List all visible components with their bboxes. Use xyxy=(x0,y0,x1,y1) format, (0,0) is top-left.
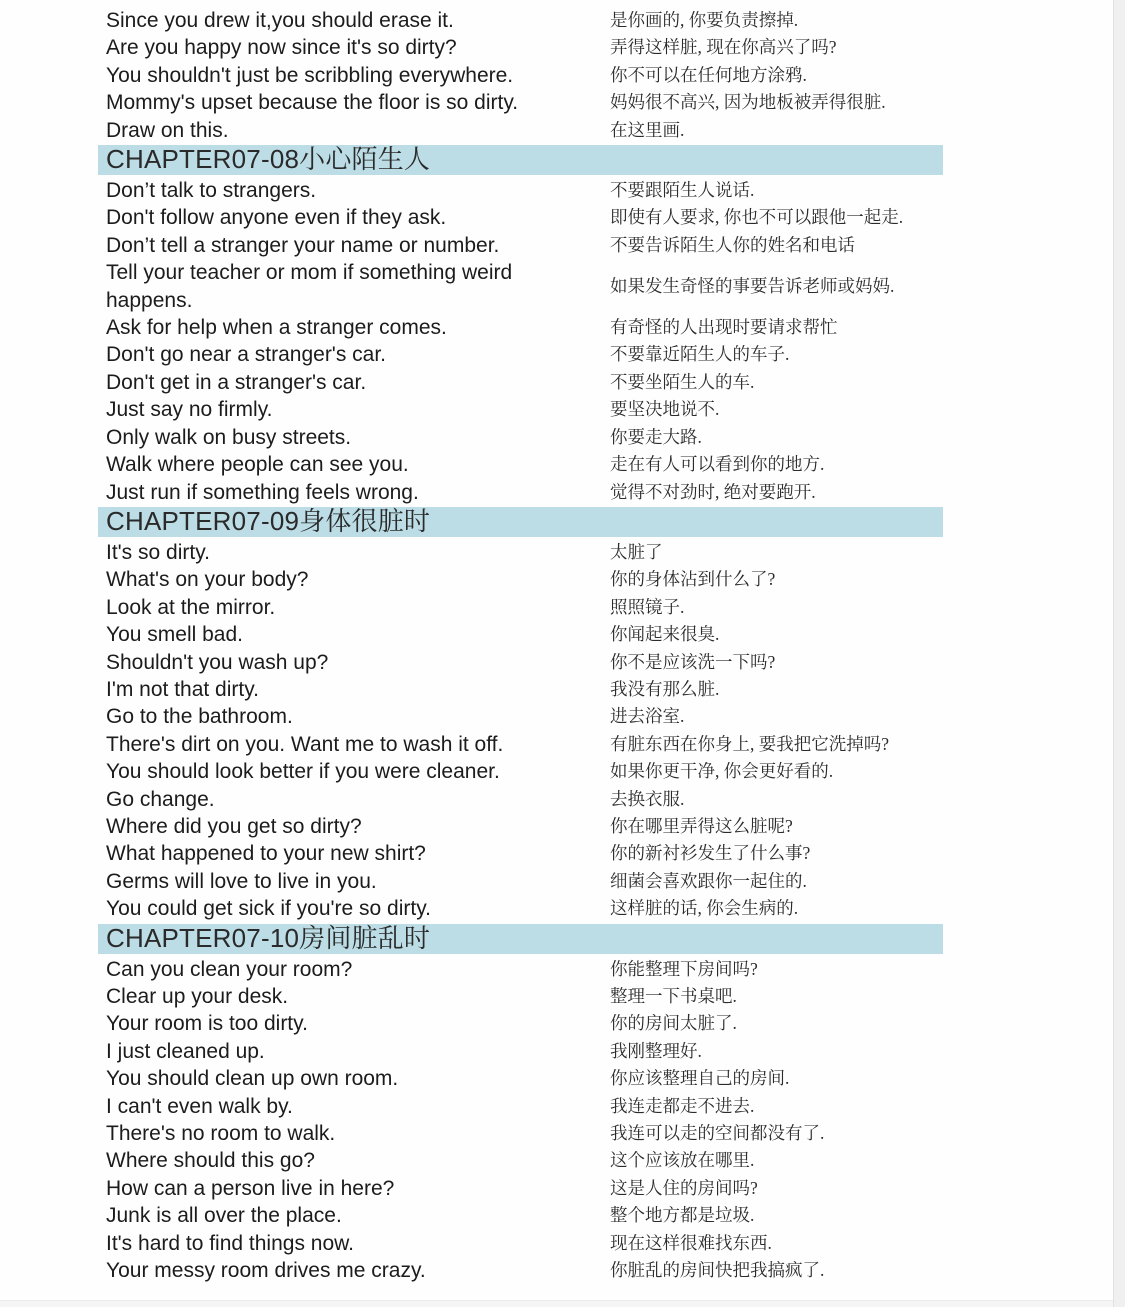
english-phrase: Draw on this. xyxy=(106,118,229,142)
phrase-row xyxy=(106,649,1106,676)
phrase-row xyxy=(106,786,1106,813)
english-phrase: Your room is too dirty. xyxy=(106,1012,308,1036)
english-phrase: Clear up your desk. xyxy=(106,985,289,1008)
english-phrase: I can't even walk by. xyxy=(106,1094,293,1118)
phrase-row xyxy=(106,868,1106,895)
chapter-header xyxy=(98,924,943,954)
english-phrase: Are you happy now since it's so dirty? xyxy=(106,36,457,60)
chinese-translation: 我刚整理好. xyxy=(610,1040,702,1061)
phrase-row xyxy=(106,1175,1106,1202)
chinese-translation: 太脏了 xyxy=(610,541,663,562)
english-phrase: You smell bad. xyxy=(106,623,243,647)
chinese-translation: 觉得不对劲时, 绝对要跑开. xyxy=(610,481,816,502)
chapter-title: CHAPTER07-08小心陌生人 xyxy=(106,144,431,175)
english-phrase: Walk where people can see you. xyxy=(106,453,409,477)
chinese-translation: 不要坐陌生人的车. xyxy=(610,371,755,392)
phrase-row xyxy=(106,1147,1106,1174)
chinese-translation: 你的新衬衫发生了什么事? xyxy=(610,843,811,864)
chinese-translation: 不要靠近陌生人的车子. xyxy=(610,344,790,365)
phrase-row xyxy=(106,840,1106,867)
chinese-translation: 弄得这样脏, 现在你高兴了吗? xyxy=(610,37,837,58)
chinese-translation: 你不是应该洗一下吗? xyxy=(610,651,776,672)
chinese-translation: 你闻起来很臭. xyxy=(610,624,720,645)
chinese-translation: 你能整理下房间吗? xyxy=(610,958,758,979)
english-phrase: You should look better if you were cleaner. xyxy=(106,760,500,784)
chapter-title: CHAPTER07-10房间脏乱时 xyxy=(106,922,431,953)
english-phrase: Mommy's upset because the floor is so dirty. xyxy=(106,91,519,115)
phrase-row xyxy=(106,1202,1106,1229)
phrase-row xyxy=(106,232,1106,259)
chinese-translation: 走在有人可以看到你的地方. xyxy=(610,454,825,475)
english-phrase: There's dirt on you. Want me to wash it off. xyxy=(106,732,504,756)
chinese-translation: 你的房间太脏了. xyxy=(610,1013,737,1034)
chinese-translation: 如果你更干净, 你会更好看的. xyxy=(610,761,834,782)
chinese-translation: 你不可以在任何地方涂鸦. xyxy=(610,64,807,85)
chinese-translation: 细菌会喜欢跟你一起住的. xyxy=(610,870,807,891)
english-phrase: It's so dirty. xyxy=(106,540,210,564)
chinese-translation: 这是人住的房间吗? xyxy=(610,1177,758,1198)
english-phrase: It's hard to find things now. xyxy=(106,1231,354,1255)
phrase-row xyxy=(106,539,1106,566)
chinese-translation: 你脏乱的房间快把我搞疯了. xyxy=(610,1260,825,1281)
chapter-header xyxy=(98,507,943,537)
english-phrase: You shouldn't just be scribbling everywhere. xyxy=(106,63,514,87)
english-phrase: Since you drew it,you should erase it. xyxy=(106,9,454,32)
chinese-translation: 在这里画. xyxy=(610,119,685,140)
english-phrase: I'm not that dirty. xyxy=(106,677,260,701)
chinese-translation: 去换衣服. xyxy=(610,788,685,809)
chinese-translation: 妈妈很不高兴, 因为地板被弄得很脏. xyxy=(610,92,886,113)
phrase-row xyxy=(106,1257,1106,1284)
phrase-row xyxy=(106,594,1106,621)
phrase-row xyxy=(106,1230,1106,1257)
chinese-translation: 你应该整理自己的房间. xyxy=(610,1068,790,1089)
english-phrase: Don’t talk to strangers. xyxy=(106,179,317,203)
chinese-translation: 不要跟陌生人说话. xyxy=(610,180,755,201)
phrase-row xyxy=(106,621,1106,648)
english-phrase: Shouldn't you wash up? xyxy=(106,650,329,674)
phrase-row xyxy=(106,703,1106,730)
phrase-row xyxy=(106,1065,1106,1092)
phrase-row xyxy=(106,117,1106,144)
chinese-translation: 你的身体沾到什么了? xyxy=(610,569,776,590)
chapter-title: CHAPTER07-09身体很脏时 xyxy=(106,505,431,536)
phrase-row xyxy=(106,177,1106,204)
chinese-translation: 照照镜子. xyxy=(610,596,685,617)
chinese-translation: 如果发生奇怪的事要告诉老师或妈妈. xyxy=(610,275,895,296)
chinese-translation: 你在哪里弄得这么脏呢? xyxy=(610,815,793,836)
english-phrase: You should clean up own room. xyxy=(106,1067,399,1091)
english-phrase: Only walk on busy streets. xyxy=(106,425,352,449)
english-phrase: Ask for help when a stranger comes. xyxy=(106,316,447,340)
chinese-translation: 你要走大路. xyxy=(610,426,702,447)
chinese-translation: 整理一下书桌吧. xyxy=(610,986,737,1006)
phrase-row xyxy=(106,34,1106,61)
phrase-row xyxy=(106,1120,1106,1147)
phrase-row xyxy=(106,1010,1106,1037)
phrase-row xyxy=(106,758,1106,785)
chinese-translation: 我连可以走的空间都没有了. xyxy=(610,1123,825,1144)
english-phrase: Go change. xyxy=(106,787,215,811)
chinese-translation: 我连走都走不进去. xyxy=(610,1095,755,1116)
phrase-row xyxy=(106,1038,1106,1065)
chinese-translation: 现在这样很难找东西. xyxy=(610,1232,772,1253)
phrase-row xyxy=(106,62,1106,89)
english-phrase: Don't get in a stranger's car. xyxy=(106,370,367,394)
phrase-row xyxy=(106,676,1106,703)
phrase-row xyxy=(106,7,1106,34)
english-phrase: What's on your body? xyxy=(106,568,309,592)
phrase-row xyxy=(106,396,1106,423)
english-phrase: Look at the mirror. xyxy=(106,595,276,619)
phrase-row xyxy=(106,1093,1106,1120)
phrase-row xyxy=(106,89,1106,116)
english-phrase: I just cleaned up. xyxy=(106,1039,265,1063)
english-phrase: Germs will love to live in you. xyxy=(106,869,377,893)
english-phrase: Where should this go? xyxy=(106,1149,315,1173)
chinese-translation: 这样脏的话, 你会生病的. xyxy=(610,898,799,919)
english-phrase: Don't go near a stranger's car. xyxy=(106,343,387,367)
chinese-translation: 有奇怪的人出现时要请求帮忙 xyxy=(610,317,838,338)
phrase-row xyxy=(106,259,1106,314)
english-phrase: Don’t tell a stranger your name or number. xyxy=(106,233,500,257)
chinese-translation: 即使有人要求, 你也不可以跟他一起走. xyxy=(610,207,904,228)
english-phrase: Go to the bathroom. xyxy=(106,705,293,729)
phrase-row xyxy=(106,369,1106,396)
phrase-row xyxy=(106,895,1106,922)
english-phrase: Just say no firmly. xyxy=(106,398,273,422)
chinese-translation: 是你画的, 你要负责擦掉. xyxy=(610,10,799,30)
phrase-row xyxy=(106,424,1106,451)
english-phrase: Can you clean your room? xyxy=(106,957,353,981)
english-phrase: What happened to your new shirt? xyxy=(106,842,426,866)
english-phrase: How can a person live in here? xyxy=(106,1176,395,1200)
chinese-translation: 不要告诉陌生人你的姓名和电话 xyxy=(610,234,855,255)
chinese-translation: 要坚决地说不. xyxy=(610,399,720,420)
chinese-translation: 进去浴室. xyxy=(610,706,685,727)
phrase-row xyxy=(106,451,1106,478)
phrase-row xyxy=(106,731,1106,758)
phrase-row xyxy=(106,956,1106,983)
english-phrase: Don't follow anyone even if they ask. xyxy=(106,206,447,230)
chapter-header xyxy=(98,145,943,175)
phrase-row xyxy=(106,204,1106,231)
english-phrase: Junk is all over the place. xyxy=(106,1204,342,1228)
chinese-translation: 我没有那么脏. xyxy=(610,678,720,699)
chinese-translation: 整个地方都是垃圾. xyxy=(610,1205,755,1226)
chinese-translation: 这个应该放在哪里. xyxy=(610,1150,755,1171)
page-bottom-edge xyxy=(0,1300,1113,1307)
english-phrase: Just run if something feels wrong. xyxy=(106,480,419,504)
english-phrase: You could get sick if you're so dirty. xyxy=(106,897,432,921)
english-phrase: There's no room to walk. xyxy=(106,1122,336,1146)
english-phrase: Where did you get so dirty? xyxy=(106,814,362,838)
phrase-row xyxy=(106,983,1106,1010)
page-right-margin xyxy=(1113,0,1125,1307)
chinese-translation: 有脏东西在你身上, 要我把它洗掉吗? xyxy=(610,733,890,754)
phrase-row xyxy=(106,479,1106,506)
phrase-row xyxy=(106,813,1106,840)
phrase-list xyxy=(106,7,1106,1284)
phrase-row xyxy=(106,566,1106,593)
english-phrase: Your messy room drives me crazy. xyxy=(106,1259,426,1283)
english-phrase: Tell your teacher or mom if something weird happens. xyxy=(106,261,513,312)
phrase-row xyxy=(106,314,1106,341)
phrase-row xyxy=(106,341,1106,368)
